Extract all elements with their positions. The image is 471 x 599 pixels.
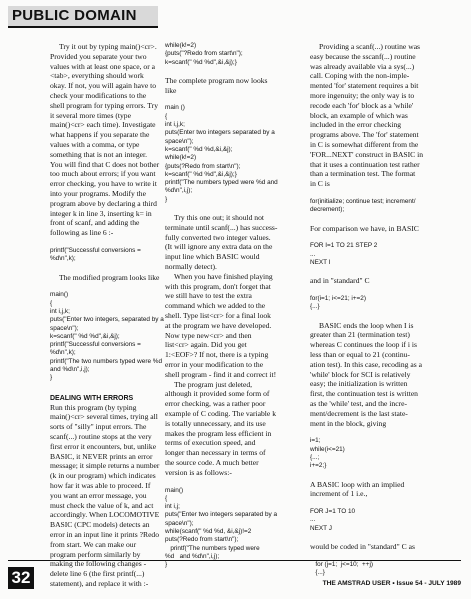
col1-paragraph-1-line: following as line 6 :-	[50, 228, 114, 238]
col1-paragraph-1-line: program above by declaring a third	[50, 198, 157, 208]
col1-paragraph-3-line: first error it encounters, but, unlike	[50, 441, 157, 451]
col3-code-basic-for-line: FOR I=1 TO 21 STEP 2	[310, 242, 378, 250]
col3-paragraph-1-line: included in the error checking	[310, 120, 402, 130]
col3-code-for-format-line: decrement);	[310, 206, 345, 214]
col1-code-program-line: space\n");	[50, 324, 79, 332]
col1-paragraph-3-line: how far it was able to proceed. If	[50, 480, 151, 490]
col2-code-better-version-line: %d and %d\n",i,j);	[165, 552, 220, 560]
col2-paragraph-3-line: list<cr> again. Did you get	[165, 340, 247, 350]
col3-paragraph-5-line: increment of 1 i.e.,	[310, 489, 368, 499]
col3-paragraph-1-line: block, an example of which was	[310, 110, 408, 120]
col3-paragraph-1-line: call. Coping with the non-imple-	[310, 71, 410, 81]
col1-paragraph-3-line: Run this program (by typing	[50, 402, 137, 412]
col1-paragraph-1-line: integer k in line 3, inserting k= in	[50, 208, 152, 218]
col3-code-while-line: while(i<=21)	[310, 445, 345, 453]
col1-code-program-line: {	[50, 299, 53, 307]
col3-paragraph-4-line: less than or equal to 21 (continu-	[310, 350, 410, 360]
col1-code-program-line: }	[50, 374, 53, 382]
col3-code-while-line: {...;	[310, 453, 320, 461]
col3-code-while-line: i+=2;}	[310, 462, 327, 470]
col3-code-c-for-line: for(i=1; i<=21; i+=2)	[310, 295, 366, 303]
col3-paragraph-4-line: whereas C continues the loop if i is	[310, 340, 417, 350]
col2-code-better-version-line: }	[165, 561, 168, 569]
col3-paragraph-5-line: A BASIC loop with an implied	[310, 479, 405, 489]
col2-paragraph-4-line: terms of execution speed, and	[165, 438, 256, 448]
col1-paragraph-3-line: BASIC, it NEVER prints an error	[50, 451, 153, 461]
col2-code-program-line: {puts(?Redo from start\n");	[165, 162, 241, 170]
col2-paragraph-3-line: When you have finished playing	[174, 271, 273, 281]
col2-paragraph-3-line: error in your modification to the	[165, 360, 264, 369]
col1-paragraph-1-line: Try it out by typing main()<cr>.	[59, 42, 157, 51]
col2-paragraph-2-line: terminate until scanf(...) has success-	[165, 222, 278, 232]
col1-paragraph-1-line: error checking, you have to write it	[50, 179, 157, 189]
col2-paragraph-3	[165, 272, 300, 380]
col2-paragraph-2-line: Try this one out; it should not	[174, 213, 265, 223]
col1-paragraph-1-line: it several more times (type	[50, 110, 131, 120]
col2-code-while-line: {puts("?Redo from start\n");	[165, 50, 243, 58]
col3-code-c-loop-line: {...}	[310, 569, 325, 577]
col2-code-better-version-line: {	[165, 494, 168, 502]
col1-paragraph-3-line: program perform similarly by	[50, 549, 141, 559]
col1-paragraph-1-line: values with at least one space, or a	[50, 61, 156, 71]
col1-code-program-line: int i,j,k;	[50, 307, 70, 315]
col3-paragraph-1-line: programs above. The 'for' statement	[310, 130, 419, 140]
col2-paragraph-3-line: with this program, don't forget that	[165, 281, 271, 291]
col2-code-program-line: {	[165, 112, 168, 120]
col3-paragraph-6-line: would be coded in "standard" C as	[310, 542, 415, 552]
col3-code-c-for-line: {...}	[310, 303, 320, 311]
col2-paragraph-1	[165, 76, 300, 96]
col1-paragraph-1-line: something that is not an integer.	[50, 149, 148, 159]
col1-paragraph-3-line: scanf(...) routine stops at the very	[50, 431, 152, 441]
col2-paragraph-4-line: version is as follows:-	[165, 467, 232, 477]
col3-code-c-loop-line: for (j=1; j<=10; ++j)	[310, 560, 374, 568]
col1-paragraph-1-line: what happens if you separate the	[50, 130, 150, 140]
col3-paragraph-2	[310, 224, 460, 234]
col3-code-basic-loop-line: NEXT J	[310, 524, 332, 532]
col2-code-program-line: main ()	[165, 104, 185, 112]
section-title: PUBLIC DOMAIN	[12, 7, 137, 24]
col1-code-program-line: and %d\n",i,j);	[50, 366, 90, 373]
col1-paragraph-2-line: The modified program looks like	[59, 272, 160, 282]
col2-paragraph-3-line: Now type new<cr> and then	[165, 330, 252, 340]
col3-paragraph-1-line: in C is	[310, 179, 330, 189]
page-number-box	[8, 567, 34, 589]
col2-code-better-version	[165, 487, 300, 570]
column-3	[310, 42, 460, 577]
col1-paragraph-3-line: error in an input line it prints ?Redo	[50, 529, 160, 539]
col1-paragraph-1-line: main()<cr> each time). Investigate	[50, 120, 156, 130]
col1-code-program-line: k=scanf(" %d %d",&i,&j);	[50, 332, 120, 340]
col2-code-while-line: k=scanf(" %d %d",&i,&j);}	[165, 58, 237, 66]
col2-code-program	[165, 104, 300, 204]
col3-paragraph-1-line: easy because the sscanf(...) routine	[310, 51, 416, 61]
col3-paragraph-6	[310, 542, 460, 552]
col2-paragraph-4-line: example of C coding. The variable k	[165, 408, 276, 418]
col2-paragraph-4-line: although it provided some form of	[165, 389, 270, 399]
section-header	[8, 6, 158, 28]
errors-heading: DEALING WITH ERRORS	[50, 394, 134, 402]
col1-paragraph-1-line: shell program for typing errors. Try	[50, 100, 158, 110]
col2-paragraph-3-line: at the program we have developed.	[165, 320, 272, 330]
col3-paragraph-4-line: ment in the block, giving	[310, 418, 387, 428]
col1-code-program-line: %d\n",k);	[50, 349, 76, 357]
col3-paragraph-4-line: easy; the initialization is written	[310, 379, 408, 389]
col3-paragraph-4-line: BASIC ends the loop when I is	[319, 320, 414, 330]
col2-paragraph-2-line: input line which BASIC would	[165, 252, 260, 262]
col1-paragraph-1	[50, 42, 160, 238]
col3-code-while-line: i=1;	[310, 437, 321, 445]
col2-code-better-version-line: space\n");	[165, 519, 194, 527]
col2-code-program-line: printf("The numbers typed were %d and	[165, 179, 278, 187]
col2-code-program-line: while(k!=2)	[165, 154, 197, 162]
col1-paragraph-3-line: message; it simple returns a number	[50, 461, 160, 471]
col1-paragraph-2	[50, 273, 160, 283]
col2-paragraph-4-line: The program just deleted,	[174, 379, 253, 389]
col1-code-program-line: main()	[50, 291, 69, 299]
col3-paragraph-1-line: than a termination test. The format	[310, 169, 416, 179]
col3-code-basic-loop	[310, 508, 460, 533]
col1-paragraph-3-line: must check the value of k, and act	[50, 500, 154, 510]
col2-paragraph-2	[165, 213, 300, 272]
col3-code-c-for	[310, 295, 460, 312]
col2-paragraph-3-line: shell program - find it and correct it!	[165, 369, 277, 379]
col1-paragraph-3-line: BASIC (CPC models) detects an	[50, 520, 150, 530]
col1-code-program-line: printf("Successful conversions =	[50, 341, 141, 349]
col3-paragraph-3-line: and in "standard" C	[310, 276, 370, 286]
col3-paragraph-1-line: was already available via a sys(...)	[310, 61, 415, 71]
col2-code-program-line: }	[165, 195, 168, 203]
col2-paragraph-2-line: (It will ignore any extra data on the	[165, 242, 273, 252]
col1-paragraph-1-line: into your programs. Modify the	[50, 188, 146, 198]
col2-code-better-version-line: int i,j;	[165, 503, 180, 511]
col3-paragraph-1-line: in C is somewhat different from the	[310, 139, 419, 149]
col3-code-c-loop	[310, 561, 460, 578]
col1-code-printf	[50, 247, 160, 264]
col2-paragraph-2-line: normally detect).	[165, 262, 217, 272]
col1-paragraph-3-line: delete line 6 (the first printf(...)	[50, 569, 145, 579]
col3-code-while	[310, 437, 460, 470]
col3-paragraph-3	[310, 276, 460, 286]
col3-paragraph-1	[310, 42, 460, 189]
col2-code-while	[165, 42, 300, 67]
col2-code-better-version-line: puts(?Redo from start\n");	[165, 536, 239, 544]
col2-paragraph-2-line: fully converted two integer values.	[165, 232, 271, 242]
col3-paragraph-1-line: mented 'for' statement requires a bit	[310, 81, 419, 91]
col1-paragraph-1-line: okay. If not, you will again have to	[50, 81, 157, 91]
col3-paragraph-1-line: more ingenuity; the only way is to	[310, 90, 415, 100]
col3-paragraph-4-line: greater than 21 (termination test)	[310, 330, 410, 340]
col2-code-program-line: puts(Enter two integers separated by a	[165, 129, 275, 137]
col2-paragraph-3-line: we still have to test the extra	[165, 291, 252, 301]
col3-paragraph-1-line: Providing a scanf(...) routine was	[319, 42, 421, 51]
column-1	[50, 42, 164, 588]
col1-code-printf-line: %d\n",k);	[50, 255, 76, 263]
col1-paragraph-3-line: main()<cr> several times, trying all	[50, 412, 158, 422]
col2-code-program-line: int i,j,k;	[165, 121, 185, 129]
col3-code-for-format-line: for(initialize; continue test; increment/	[310, 197, 416, 205]
col3-paragraph-2-line: For comparison we have, in BASIC	[310, 223, 419, 233]
col1-paragraph-1-line: too much about errors; if you want	[50, 169, 156, 179]
col1-paragraph-1-line: check your modifications to the	[50, 90, 147, 100]
col3-code-basic-for-line: ...	[310, 250, 316, 258]
column-2	[165, 42, 300, 569]
col1-paragraph-1-line: You will find that C does not bother	[50, 159, 160, 169]
col2-paragraph-4-line: the source code. A much better	[165, 457, 259, 467]
col1-paragraph-1-line: front of scanf, and adding the	[50, 218, 140, 228]
col2-paragraph-4-line: error checking, was a rather poor	[165, 399, 266, 409]
col1-paragraph-3-line: making the following changes -	[50, 559, 147, 569]
col3-paragraph-4-line: first, the continuation test is written	[310, 389, 418, 399]
col3-paragraph-1-line: recode each 'for' block as a 'while'	[310, 100, 414, 110]
col1-paragraph-1-line: <tab>, everything should work	[50, 71, 144, 81]
col2-paragraph-3-line: 1:<EOF>? If not, there is a typing	[165, 350, 269, 360]
col3-code-for-format	[310, 198, 460, 215]
col1-code-program	[50, 291, 164, 382]
footer-rule	[8, 560, 461, 561]
col2-paragraph-4-line: is totally unnecessary, and its use	[165, 418, 266, 428]
col1-code-program-line: puts("Enter two integers, separated by a	[50, 316, 164, 324]
col2-code-better-version-line: while(scanf(" %d %d, &i,&j)!=2	[165, 528, 252, 536]
col1-paragraph-1-line: values with a comma, or type	[50, 139, 140, 149]
col2-paragraph-1-line: The complete program now looks	[165, 75, 268, 85]
page-number: 32	[11, 568, 31, 587]
col2-paragraph-3-line: shell. Type list<cr> for a final look	[165, 311, 271, 321]
col2-code-while-line: while(k!=2)	[165, 42, 197, 49]
col2-code-better-version-line: main()	[165, 486, 184, 494]
col2-paragraph-4	[165, 380, 300, 478]
col2-paragraph-3-line: command which we added to the	[165, 301, 266, 311]
col3-paragraph-1-line: 'FOR...NEXT' construct in BASIC in	[310, 149, 424, 159]
col1-paragraph-1-line: Provided you separate your two	[50, 51, 147, 61]
col3-paragraph-4-line: as the 'while' test, and the incre-	[310, 399, 407, 408]
col3-paragraph-5	[310, 480, 460, 500]
col2-code-program-line: k=scanf(" %d %d",&i,&j);}	[165, 170, 237, 178]
magazine-footer: THE AMSTRAD USER • Issue 54 - JULY 1989	[322, 580, 461, 587]
col2-paragraph-4-line: makes the program less efficient in	[165, 428, 272, 438]
col2-code-better-version-line: printf("The numbers typed were	[165, 544, 260, 552]
col2-code-program-line: space\n");	[165, 137, 194, 145]
col3-paragraph-4	[310, 321, 460, 429]
col2-code-better-version-line: puts("Enter two integers separated by a	[165, 511, 278, 519]
col3-code-basic-for	[310, 242, 460, 267]
col1-paragraph-3-line: statement), and replace it with :-	[50, 578, 149, 588]
col2-paragraph-1-line: like	[165, 85, 177, 95]
col3-paragraph-4-line: ation test). In this case, recoding as a	[310, 359, 422, 369]
col3-code-basic-loop-line: FOR J=1 TO 10	[310, 508, 356, 516]
col1-paragraph-3-line: sorts of "silly" input errors. The	[50, 422, 147, 432]
col3-paragraph-4-line: ment/decrement is the last state-	[310, 408, 408, 418]
col1-paragraph-3-line: you want an error message, you	[50, 490, 147, 500]
col1-code-program-line: printf("The two numbers typed were %d	[50, 357, 163, 365]
col2-code-program-line: k=scanf(" %d %d,&i,&j);	[165, 145, 233, 153]
col3-code-basic-loop-line: ...	[310, 516, 316, 524]
col3-paragraph-1-line: that it uses a continuation test rather	[310, 159, 420, 169]
col1-paragraph-3-line: (k in our program) which indicates	[50, 471, 156, 481]
col2-paragraph-4-line: longer than necessary in terms of	[165, 448, 266, 458]
col1-paragraph-3-line: from start. We can make our	[50, 539, 137, 549]
col2-code-program-line: %d\n",i,j);	[165, 187, 193, 195]
col1-code-printf-line: printf("Successful conversions =	[50, 246, 141, 254]
col3-code-basic-for-line: NEXT I	[310, 258, 331, 266]
col3-paragraph-4-line: 'while' block for SCI is relatively	[310, 369, 411, 379]
col1-paragraph-3-line: accordingly. When LOCOMOTIVE	[50, 510, 160, 520]
